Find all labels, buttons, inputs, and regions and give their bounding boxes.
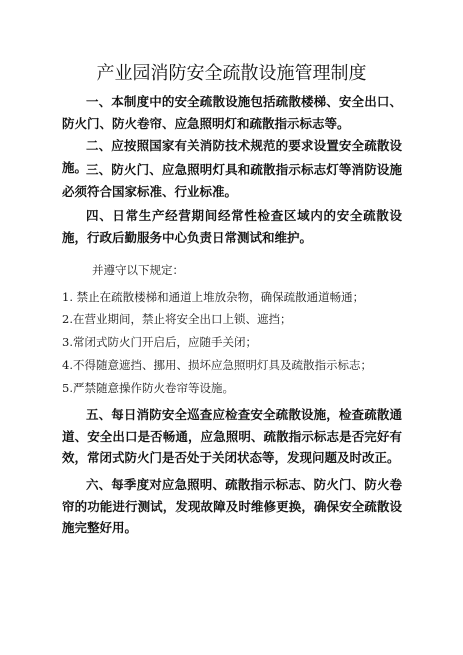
rule-item: 3.常闭式防火门开启后，应随手关闭；: [62, 335, 257, 349]
rule-item: 4.不得随意遮挡、挪用、损坏应急照明灯具及疏散指示标志；: [62, 358, 372, 372]
document-title: 产业园消防安全疏散设施管理制度: [96, 63, 367, 84]
paragraph-requirements: 二、应按照国家有关消防技术规范的要求设置安全疏散设施。: [62, 138, 402, 175]
paragraph-daily-patrol: 五、每日消防安全巡查应检查安全疏散设施，检查疏散通道、安全出口是否畅通，应急照明、疏散指示标志是否完好有效，常闭式防火门是否处于关闭状态等，发现问题及时改正。: [62, 407, 402, 465]
rule-item: 1. 禁止在疏散楼梯和通道上堆放杂物，确保疏散通道畅通；: [62, 290, 365, 304]
paragraph-scope: 一、本制度中的安全疏散设施包括疏散楼梯、安全出口、防火门、防火卷帘、应急照明灯和疏散指示标志等。: [62, 94, 402, 131]
rules-intro: 并遵守以下规定：: [92, 263, 184, 277]
paragraph-standards: 三、防火门、应急照明灯具和疏散指示标志灯等消防设施必须符合国家标准、行业标准。: [62, 162, 402, 199]
rule-item: 2.在营业期间，禁止将安全出口上锁、遮挡；: [62, 312, 292, 326]
paragraph-inspection: 四、日常生产经营期间经常性检查区域内的安全疏散设施，行政后勤服务中心负责日常测试和维护。: [62, 208, 402, 245]
paragraph-quarterly-test: 六、每季度对应急照明、疏散指示标志、防火门、防火卷帘的功能进行测试，发现故障及时维修更换，确保安全疏散设施完整好用。: [62, 477, 402, 535]
rule-item: 5.严禁随意操作防火卷帘等设施。: [62, 381, 234, 395]
